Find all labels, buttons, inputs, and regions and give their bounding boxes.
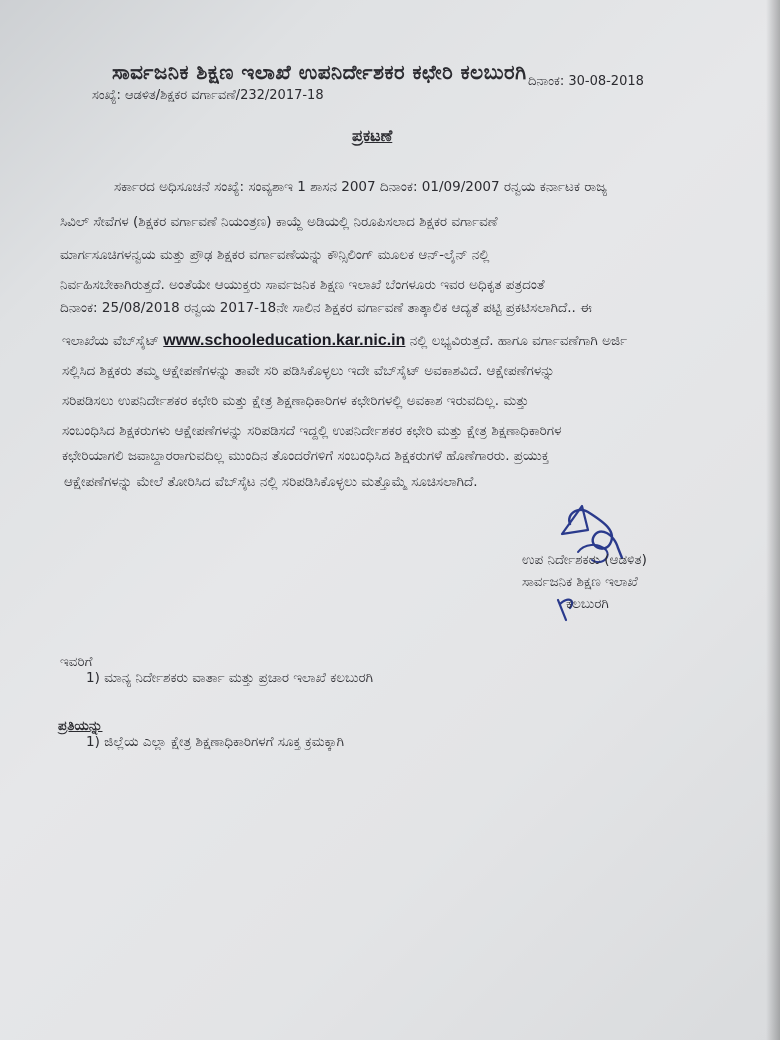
- notice-line-5: ದಿನಾಂಕ: 25/08/2018 ರನ್ವಯ 2017-18ನೇ ಸಾಲಿನ ಶಿಕ್ಷಕರ ವರ್ಗಾವಣೆ ತಾತ್ಕಾಲಿಕ ಆದ್ಯತೆ ಪಟ್ಟಿ ಪ್ರಕಟಿಸಲಾಗಿದೆ.. ಈ: [60, 300, 592, 316]
- notice-line-8: ಸರಿಪಡಿಸಲು ಉಪನಿರ್ದೇಶಕರ ಕಛೇರಿ ಮತ್ತು ಕ್ಷೇತ್ರ ಶಿಕ್ಷಣಾಧಿಕಾರಿಗಳ ಕಛೇರಿಗಳಲ್ಲಿ ಅವಕಾಶ ಇರುವದಿಲ್ಲ. ಮತ್ತು: [62, 393, 529, 409]
- to-item-1: 1) ಮಾನ್ಯ ನಿರ್ದೇಶಕರು ವಾರ್ತಾ ಮತ್ತು ಪ್ರಚಾರ ಇಲಾಖೆ ಕಲಬುರಗಿ: [86, 670, 374, 686]
- notice-line-11: ಆಕ್ಷೇಪಣೆಗಳನ್ನು ಮೇಲೆ ತೋರಿಸಿದ ವೆಬ್‌ಸೈಟ ನಲ್ಲಿ ಸರಿಪಡಿಸಿಕೊಳ್ಳಲು ಮತ್ತೊಮ್ಮೆ ಸೂಚಿಸಲಾಗಿದೆ.: [64, 474, 478, 490]
- office-title: ಸಾರ್ವಜನಿಕ ಶಿಕ್ಷಣ ಇಲಾಖೆ ಉಪನಿರ್ದೇಶಕರ ಕಛೇರಿ ಕಲಬುರಗಿ: [112, 60, 527, 84]
- notice-line-9: ಸಂಬಂಧಿಸಿದ ಶಿಕ್ಷಕರುಗಳು ಆಕ್ಷೇಪಣೆಗಳನ್ನು ಸರಿಪಡಿಸದೆ ಇದ್ದಲ್ಲಿ ಉಪನಿರ್ದೇಶಕರ ಕಛೇರಿ ಮತ್ತು ಕ್ಷೇತ್ರ ಶಿಕ್ಷಣಾಧಿಕಾರಿಗಳ: [62, 423, 562, 439]
- notice-line-6: [62, 332, 627, 350]
- signatory-place: ಕಲಬುರಗಿ: [566, 596, 609, 612]
- notice-line-1: ಸರ್ಕಾರದ ಅಧಿಸೂಚನೆ ಸಂಖ್ಯೆ: ಸಂವ್ಯಶಾಇ 1 ಶಾಸನ 2007 ದಿನಾಂಕ: 01/09/2007 ರನ್ವಯ ಕರ್ನಾಟಕ ರಾಜ್ಯ: [114, 179, 608, 195]
- document-date: ದಿನಾಂಕ: 30-08-2018: [528, 74, 644, 89]
- notice-line-7: ಸಲ್ಲಿಸಿದ ಶಿಕ್ಷಕರು ತಮ್ಮ ಆಕ್ಷೇಪಣೆಗಳನ್ನು ತಾವೇ ಸರಿ ಪಡಿಸಿಕೊಳ್ಳಲು ಇದೇ ವೆಬ್‌ಸೈಟ್ ಅವಕಾಶವಿದೆ. ಆಕ್ಷೇಪಣೆಗಳನ್ನು: [62, 363, 555, 379]
- signatory-department: ಸಾರ್ವಜನಿಕ ಶಿಕ್ಷಣ ಇಲಾಖೆ: [522, 574, 638, 590]
- notice-line-4: ನಿರ್ವಹಿಸಬೇಕಾಗಿರುತ್ತದೆ. ಅಂತೆಯೇ ಆಯುಕ್ತರು ಸಾರ್ವಜನಿಕ ಶಿಕ್ಷಣ ಇಲಾಖೆ ಬೆಂಗಳೂರು ಇವರ ಅಧಿಕೃತ ಪತ್ರದಂತೆ: [60, 277, 545, 293]
- notice-line-10: ಕಛೇರಿಯಾಗಲಿ ಜವಾಬ್ದಾರರಾಗುವದಿಲ್ಲ ಮುಂದಿನ ತೊಂದರೆಗಳಿಗೆ ಸಂಬಂಧಿಸಿದ ಶಿಕ್ಷಕರುಗಳೆ ಹೊಣೆಗಾರರು. ಪ್ರಯುಕ್ತ: [62, 448, 550, 464]
- notice-line-3: ಮಾರ್ಗಸೂಚಿಗಳನ್ವಯ ಮತ್ತು ಪ್ರೌಢ ಶಿಕ್ಷಕರ ವರ್ಗಾವಣೆಯನ್ನು ಕೌನ್ಸಿಲಿಂಗ್ ಮೂಲಕ ಆನ್-ಲೈನ್ ನಲ್ಲಿ: [60, 247, 490, 263]
- website-link[interactable]: www.schooleducation.kar.nic.in: [163, 332, 406, 349]
- notice-heading: ಪ್ರಕಟಣೆ: [352, 126, 393, 145]
- page-edge-shadow: [766, 0, 780, 1040]
- copy-label: ಪ್ರತಿಯನ್ನು: [58, 718, 103, 734]
- signatory-designation: ಉಪ ನಿರ್ದೇಶಕರು (ಆಡಳಿತ): [522, 552, 647, 568]
- copy-item-1: 1) ಜಿಲ್ಲೆಯ ಎಲ್ಲಾ ಕ್ಷೇತ್ರ ಶಿಕ್ಷಣಾಧಿಕಾರಿಗಳಗೆ ಸೂಕ್ತ ಕ್ರಮಕ್ಕಾಗಿ: [86, 734, 345, 750]
- notice-line-2: ಸಿವಿಲ್ ಸೇವೆಗಳ (ಶಿಕ್ಷಕರ ವರ್ಗಾವಣೆ ನಿಯಂತ್ರಣ) ಕಾಯ್ದೆ ಅಡಿಯಲ್ಲಿ ನಿರೂಪಿಸಲಾದ ಶಿಕ್ಷಕರ ವರ್ಗಾವಣೆ: [60, 214, 498, 230]
- to-label: ಇವರಿಗೆ: [60, 654, 93, 670]
- notice-line-6-suffix: ನಲ್ಲಿ ಲಭ್ಯವಿರುತ್ತದೆ. ಹಾಗೂ ವರ್ಗಾವಣೆಗಾಗಿ ಅರ್ಜಿ: [409, 333, 628, 349]
- notice-line-6-prefix: ಇಲಾಖೆಯ ವೆಬ್‌ಸೈಟ್: [62, 333, 159, 349]
- reference-number: ಸಂಖ್ಯೆ: ಆಡಳಿತ/ಶಿಕ್ಷಕರ ವರ್ಗಾವಣೆ/232/2017-18: [92, 88, 324, 103]
